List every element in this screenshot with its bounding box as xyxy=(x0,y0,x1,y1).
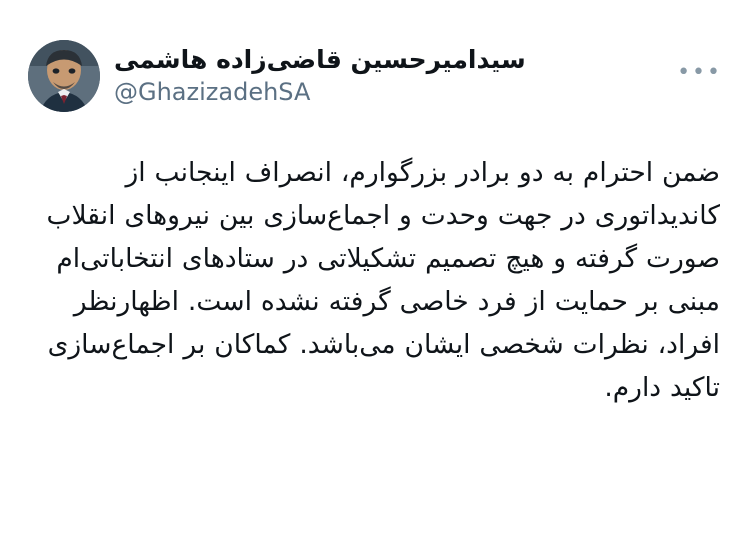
identity-block xyxy=(114,40,722,112)
user-handle: @GhazizadehSA xyxy=(114,78,311,107)
tweet-text: ضمن احترام به دو برادر بزرگوارم، انصراف اینجانب از کاندیداتوری در جهت وحدت و اجماع‌سازی بین نیروهای انقلاب صورت گرفته و هیچ تصمیم تشکیلاتی در ستادهای انتخاباتی‌ام مبنی بر حمایت از فرد خاصی گرفته نشده است. اظهارنظر افراد، نظرات شخصی ایشان می‌باشد. کماکان بر اجماع‌سازی تاکید دارم. xyxy=(46,157,720,403)
display-name: سیدامیرحسین قاضی‌زاده هاشمی xyxy=(114,44,526,74)
avatar-photo-icon xyxy=(28,40,100,112)
more-options-icon[interactable]: ••• xyxy=(677,60,722,85)
avatar[interactable] xyxy=(28,40,100,112)
tweet-header xyxy=(28,40,722,130)
